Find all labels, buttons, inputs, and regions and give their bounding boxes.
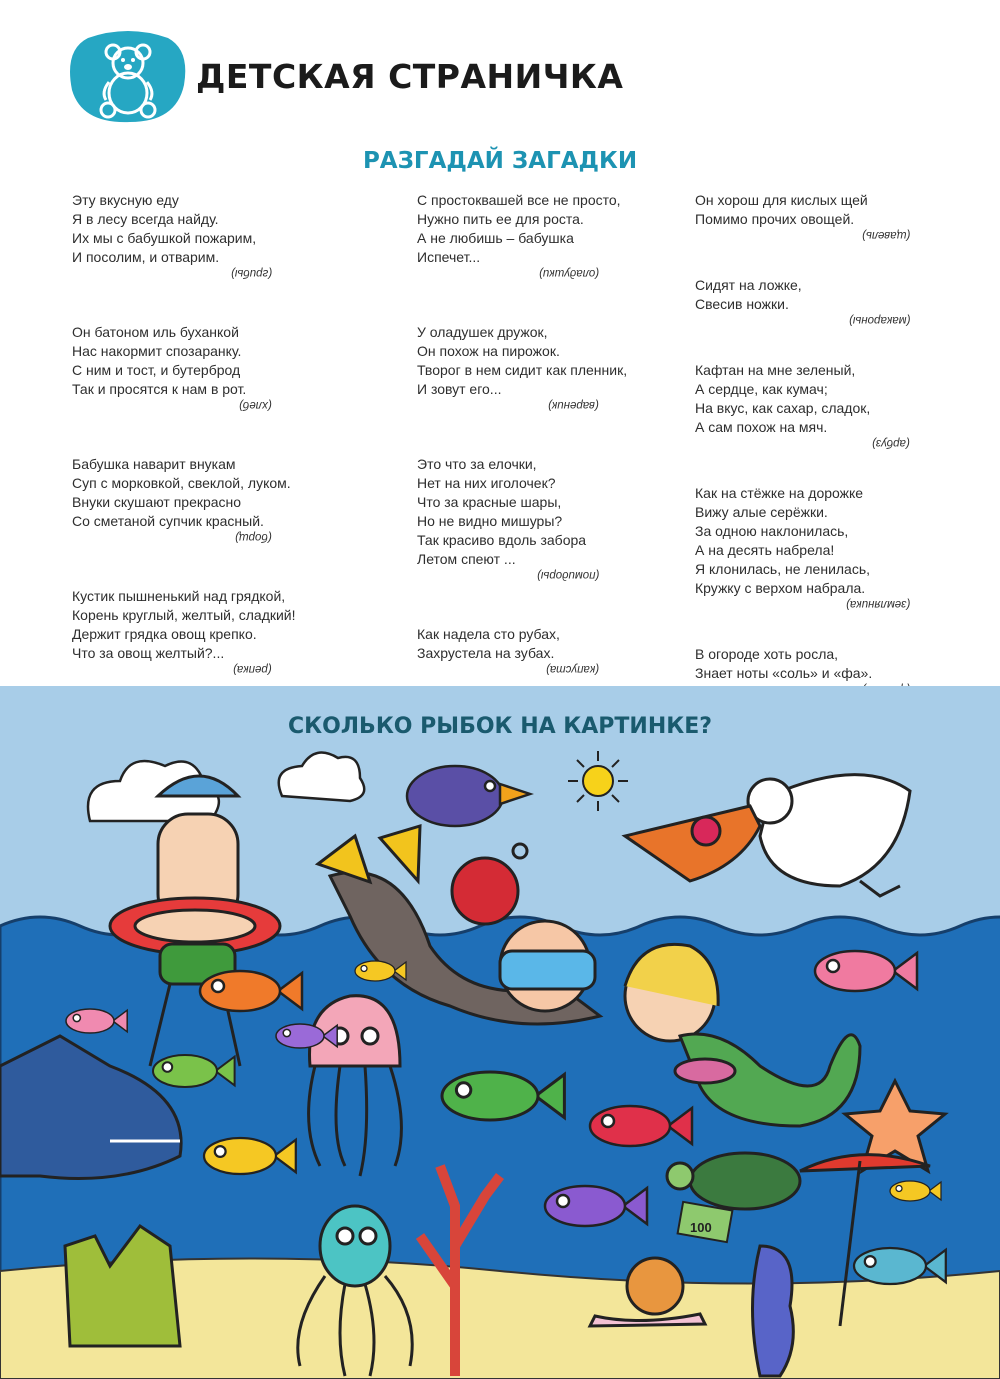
riddle-line: Корень круглый, желтый, сладкий! <box>72 607 296 623</box>
riddle-column <box>72 191 362 719</box>
riddle-answer: (грибы) <box>230 267 272 279</box>
riddle-line: Их мы с бабушкой пожарим, <box>72 230 257 246</box>
riddle-line: Кафтан на мне зеленый, <box>695 362 856 378</box>
riddle <box>695 191 920 241</box>
riddle <box>72 455 362 543</box>
riddle-line: Я клонилась, не ленилась, <box>695 561 871 577</box>
riddle-line: Кружку с верхом набрала. <box>695 580 866 596</box>
riddle-line: Захрустела на зубах. <box>417 645 555 661</box>
riddle-column <box>695 191 920 730</box>
riddle-line: Как надела сто рубах, <box>417 626 560 642</box>
riddle-line: С простоквашей все не просто, <box>417 192 621 208</box>
riddle-answer: (земляника) <box>845 598 910 610</box>
riddle-line: Он хорош для кислых щей <box>695 192 868 208</box>
riddle-answer: (щавель) <box>861 229 910 241</box>
page-title: ДЕТСКАЯ СТРАНИЧКА <box>196 57 624 96</box>
riddle-answer: (оладушки) <box>538 267 599 279</box>
riddle <box>695 276 920 326</box>
riddle-line: Нас накормит спозаранку. <box>72 343 242 359</box>
riddle-line: И посолим, и отварим. <box>72 249 220 265</box>
riddle-line: Внуки скушают прекрасно <box>72 494 242 510</box>
banknote-label: 100 <box>690 1220 712 1235</box>
riddle-line: Что за красные шары, <box>417 494 562 510</box>
riddle-answer: (капуста) <box>545 663 599 675</box>
riddle-line: Это что за елочки, <box>417 456 537 472</box>
riddle-line: Суп с морковкой, свеклой, луком. <box>72 475 291 491</box>
underwater-scene <box>0 686 1000 1379</box>
riddle-line: А не любишь – бабушка <box>417 230 574 246</box>
riddle-line: И зовут его... <box>417 381 502 397</box>
riddle-line: За одною наклонилась, <box>695 523 849 539</box>
fish-puzzle-illustration <box>0 686 1000 1379</box>
riddle-answer: (репка) <box>233 663 272 675</box>
riddle-line: Но не видно мишуры? <box>417 513 563 529</box>
sun-icon <box>568 751 628 811</box>
riddle-line: Со сметаной супчик красный. <box>72 513 264 529</box>
riddle-line: А сердце, как кумач; <box>695 381 828 397</box>
riddle-line: У оладушек дружок, <box>417 324 548 340</box>
riddle-line: Как на стёжке на дорожке <box>695 485 864 501</box>
riddle-line: Свесив ножки. <box>695 296 789 312</box>
riddle-line: В огороде хоть росла, <box>695 646 839 662</box>
riddle-line: Творог в нем сидит как пленник, <box>417 362 628 378</box>
riddle <box>695 361 920 449</box>
riddle-answer: (помидоры) <box>536 569 599 581</box>
riddle-line: Эту вкусную еду <box>72 192 179 208</box>
riddle-line: С ним и тост, и бутерброд <box>72 362 241 378</box>
riddle-line: Испечет... <box>417 249 481 265</box>
riddle-line: Так и просятся к нам в рот. <box>72 381 247 397</box>
riddle-line: Он похож на пирожок. <box>417 343 560 359</box>
riddle-line: Вижу алые серёжки. <box>695 504 828 520</box>
riddle-line: Так красиво вдоль забора <box>417 532 587 548</box>
riddle-line: Он батоном иль буханкой <box>72 324 239 340</box>
riddle-answer: (макароны) <box>848 314 910 326</box>
riddle-column <box>417 191 677 719</box>
riddle-line: Я в лесу всегда найду. <box>72 211 219 227</box>
fish-section-title: СКОЛЬКО РЫБОК НА КАРТИНКЕ? <box>287 714 713 739</box>
riddle-answer: (хлеб) <box>239 399 272 411</box>
riddle-line: Помимо прочих овощей. <box>695 211 855 227</box>
riddle-line: А сам похож на мяч. <box>695 419 828 435</box>
riddle <box>695 484 920 610</box>
riddle-line: Держит грядка овощ крепко. <box>72 626 257 642</box>
riddle-line: Что за овощ желтый?... <box>72 645 225 661</box>
riddle <box>72 323 362 411</box>
riddle-line: Сидят на ложке, <box>695 277 802 293</box>
riddles-title: РАЗГАДАЙ ЗАГАДКИ <box>362 148 638 174</box>
riddle-line: На вкус, как сахар, сладок, <box>695 400 871 416</box>
riddle-line: Бабушка наварит внукам <box>72 456 236 472</box>
riddle-answer: (борщ) <box>235 531 272 543</box>
riddle-line: Знает ноты «соль» и «фа». <box>695 665 873 681</box>
riddle-line: А на десять набрела! <box>695 542 835 558</box>
teddy-bear-icon <box>68 30 188 125</box>
riddle-line: Нет на них иголочек? <box>417 475 556 491</box>
riddle-line: Нужно пить ее для роста. <box>417 211 584 227</box>
riddle <box>72 587 362 675</box>
riddle <box>417 625 677 675</box>
riddle-answer: (вареник) <box>548 399 599 411</box>
riddle-answer: (арбуз) <box>872 437 910 449</box>
riddle <box>417 323 677 411</box>
riddle <box>417 455 677 581</box>
riddle <box>417 191 677 279</box>
riddle-line: Летом спеют ... <box>417 551 516 567</box>
riddle <box>72 191 362 279</box>
riddle-line: Кустик пышненький над грядкой, <box>72 588 286 604</box>
page-header <box>68 30 668 130</box>
